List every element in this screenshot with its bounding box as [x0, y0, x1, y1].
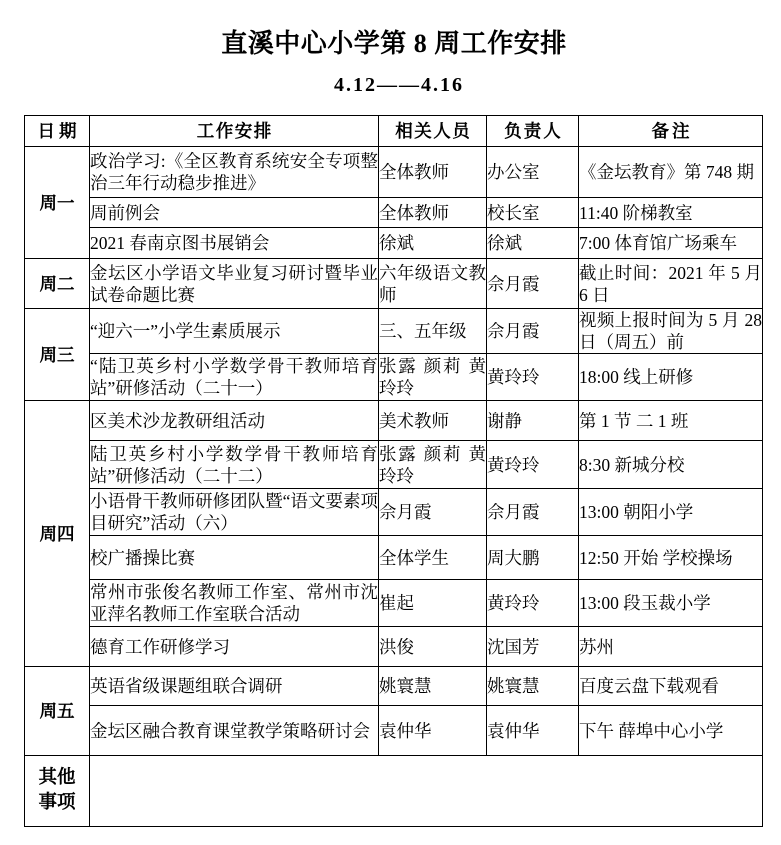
- day-label: 周三: [25, 309, 90, 401]
- other-items-content: [90, 756, 763, 827]
- table-row: [25, 147, 763, 198]
- table-row: [25, 259, 763, 309]
- notes-cell: 视频上报时间为 5 月 28 日（周五）前: [579, 310, 762, 352]
- participants-cell: 佘月霞: [379, 489, 487, 536]
- notes-cell: 13:00 朝阳小学: [579, 489, 763, 536]
- table-row: [25, 354, 763, 401]
- table-row: [25, 489, 763, 536]
- participants-cell: 六年级语文教师: [379, 259, 487, 309]
- task-cell: “迎六一”小学生素质展示: [90, 309, 379, 354]
- participants-cell: 全体教师: [379, 198, 487, 228]
- task-cell: 周前例会: [90, 198, 379, 228]
- notes-cell: 7:00 体育馆广场乘车: [579, 228, 763, 259]
- notes-cell: 18:00 线上研修: [579, 354, 763, 401]
- header-owner: 负责人: [487, 116, 579, 147]
- participants-cell: 三、五年级: [379, 309, 487, 354]
- table-row: [25, 401, 763, 441]
- owner-cell: 佘月霞: [487, 309, 579, 354]
- notes-cell: 11:40 阶梯教室: [579, 198, 763, 228]
- participants-cell: 全体学生: [379, 536, 487, 580]
- task-cell: 金坛区小学语文毕业复习研讨暨毕业试卷命题比赛: [90, 259, 379, 309]
- owner-cell: 姚寰慧: [487, 667, 579, 706]
- participants-cell: 张露 颜莉 黄玲玲: [379, 354, 487, 401]
- other-items-label-cell: [25, 756, 90, 827]
- table-row: [25, 228, 763, 259]
- task-cell: 英语省级课题组联合调研: [90, 667, 379, 706]
- schedule-table: [24, 115, 763, 827]
- owner-cell: 佘月霞: [487, 259, 579, 309]
- owner-cell: 谢静: [487, 401, 579, 441]
- task-cell: 常州市张俊名教师工作室、常州市沈亚萍名教师工作室联合活动: [90, 580, 379, 627]
- header-notes: 备注: [579, 116, 763, 147]
- notes-cell: 《金坛教育》第 748 期: [579, 147, 763, 198]
- day-label: 周一: [25, 147, 90, 259]
- header-row: [25, 116, 763, 147]
- page-title: 直溪中心小学第 8 周工作安排: [221, 29, 567, 58]
- notes-cell: 8:30 新城分校: [579, 441, 763, 489]
- participants-cell: 姚寰慧: [379, 667, 487, 706]
- owner-cell: 袁仲华: [487, 706, 579, 756]
- header-task: 工作安排: [90, 116, 379, 147]
- notes-cell: 下午 薛埠中心小学: [579, 706, 763, 756]
- table-row: [25, 441, 763, 489]
- notes-cell: 第 1 节 二 1 班: [579, 401, 763, 441]
- owner-cell: 徐斌: [487, 228, 579, 259]
- table-row: [25, 667, 763, 706]
- participants-cell: 张露 颜莉 黄玲玲: [379, 441, 487, 489]
- day-label: 周二: [25, 259, 90, 309]
- table-row: [25, 706, 763, 756]
- participants-cell: 崔起: [379, 580, 487, 627]
- participants-cell: 全体教师: [379, 147, 487, 198]
- header-participants: 相关人员: [379, 116, 487, 147]
- notes-cell: 12:50 开始 学校操场: [579, 536, 763, 580]
- task-cell: 德育工作研修学习: [90, 627, 379, 667]
- owner-cell: 周大鹏: [487, 536, 579, 580]
- other-items-row: [25, 756, 763, 827]
- notes-cell: 13:00 段玉裁小学: [579, 580, 763, 627]
- table-row: [25, 536, 763, 580]
- owner-cell: 办公室: [487, 147, 579, 198]
- day-label: 周四: [25, 401, 90, 667]
- participants-cell: 袁仲华: [379, 706, 487, 756]
- owner-cell: 校长室: [487, 198, 579, 228]
- task-cell: “陆卫英乡村小学数学骨干教师培育站”研修活动（二十一）: [90, 354, 379, 401]
- header-date: 日期: [25, 116, 90, 147]
- task-cell: 政治学习:《全区教育系统安全专项整治三年行动稳步推进》: [90, 147, 379, 198]
- table-row: [25, 580, 763, 627]
- owner-cell: 黄玲玲: [487, 354, 579, 401]
- owner-cell: 沈国芳: [487, 627, 579, 667]
- owner-cell: 黄玲玲: [487, 441, 579, 489]
- notes-cell: 截止时间：2021 年 5 月 6 日: [579, 259, 763, 309]
- task-cell: 2021 春南京图书展销会: [90, 228, 379, 259]
- owner-cell: 佘月霞: [487, 489, 579, 536]
- task-cell: 区美术沙龙教研组活动: [90, 401, 379, 441]
- table-row: [25, 627, 763, 667]
- notes-cell: 百度云盘下载观看: [579, 667, 763, 706]
- other-items-label: 其他事项: [38, 768, 76, 813]
- owner-cell: 黄玲玲: [487, 580, 579, 627]
- task-cell: 金坛区融合教育课堂教学策略研讨会: [90, 706, 379, 756]
- date-range: 4.12——4.16: [334, 74, 464, 96]
- day-label: 周五: [25, 667, 90, 756]
- task-cell: 校广播操比赛: [90, 536, 379, 580]
- notes-cell: 苏州: [579, 627, 763, 667]
- table-row: [25, 198, 763, 228]
- participants-cell: 洪俊: [379, 627, 487, 667]
- participants-cell: 美术教师: [379, 401, 487, 441]
- table-row: [25, 309, 763, 354]
- task-cell: 陆卫英乡村小学数学骨干教师培育站”研修活动（二十二）: [90, 441, 379, 489]
- participants-cell: 徐斌: [379, 228, 487, 259]
- task-cell: 小语骨干教师研修团队暨“语文要素项目研究”活动（六）: [90, 489, 379, 536]
